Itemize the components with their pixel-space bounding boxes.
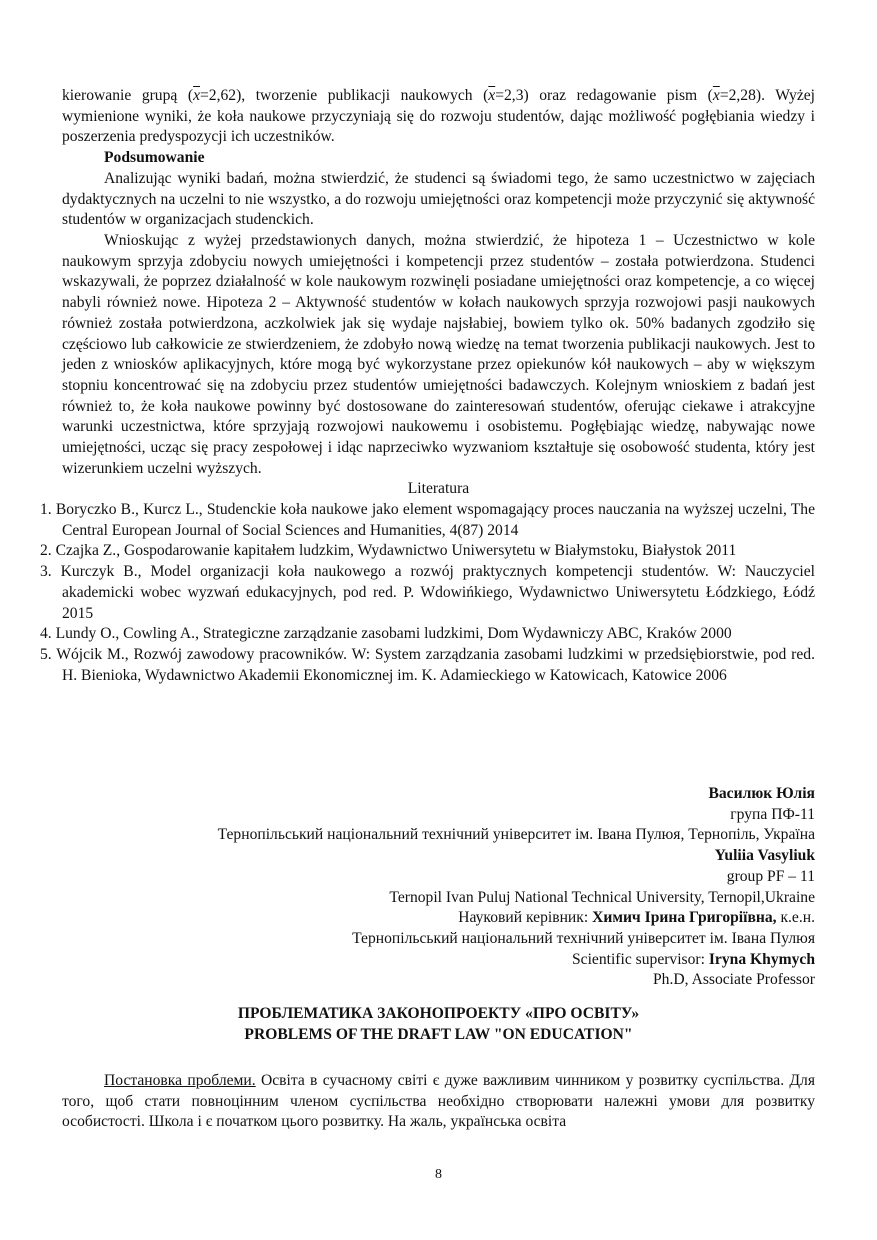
mean-symbol: $\overline{x}$ [488,87,496,104]
author-block [62,784,815,991]
supervisor-university-ua: Тернопільський національний технічний університет ім. Івана Пулюя [352,929,815,947]
paragraph-text: Analizując wyniki badań, można stwierdzić, że studenci są świadomi tego, że samo uczestnictwo w zajęciach dydaktycznych na uczelni to nie wszystko, a do rozwoju umiejętności oraz kompetencji może przyczynić się aktywność studentów w organizacjach studenckich. [62,170,815,229]
supervisor-degree: к.е.н. [776,909,815,927]
summary-heading: Podsumowanie [104,149,205,166]
results-paragraph [62,86,815,148]
paragraph-text: Освіта в сучасному світі є дуже важливим чинником у розвитку суспільства. Для того, щоб стати повноцінним членом суспільства необхідно створювати належні умови для розвитку особистості. Школа і є початком цього розвитку. На жаль, українська освіта [62,1072,815,1131]
text-run: kierowanie grupą ( [62,87,194,104]
author-group-ua: група ПФ-11 [730,805,815,823]
text-run: =2,3) oraz redagowanie pism ( [495,87,713,104]
intro-paragraph [62,1071,815,1133]
reference-item: 3. Kurczyk B., Model organizacji koła naukowego a rozwój praktycznych kompetencji studentów. W: Nauczyciel akademicki wobec wyzwań edukacyjnych, pod red. P. Wdowińkiego, Wydawnictwo Uniwersytetu Łódzkiego, Łódź 2015 [40,563,815,622]
author-university-en: Ternopil Ivan Puluj National Technical University, Ternopil,Ukraine [389,888,815,906]
supervisor-en [62,950,815,971]
problem-statement-label: Постановка проблеми. [104,1072,256,1089]
author-name-en: Yuliia Vasyliuk [714,847,815,865]
literature-heading: Literatura [407,480,470,497]
page-number: 8 [435,1167,442,1182]
title-ua: ПРОБЛЕМАТИКА ЗАКОНОПРОЕКТУ «ПРО ОСВІТУ» [237,1005,640,1022]
mean-symbol: $\overline{x}$ [712,87,720,104]
article-title [62,1004,815,1045]
reference-item: 1. Boryczko B., Kurcz L., Studenckie koła naukowe jako element wspomagający proces nauczania na wyższej uczelni, The Central European Journal of Social Sciences and Humanities, 4(87) 2014 [40,501,815,539]
reference-item: 5. Wójcik M., Rozwój zawodowy pracowników. W: System zarządzania zasobami ludzkimi w przedsiębiorstwie, pod red. H. Bienioka, Wydawnictwo Akademii Ekonomicznej im. K. Adamieckiego w Katowicach, Katowice 2006 [40,645,815,684]
title-en: PROBLEMS OF THE DRAFT LAW "ON EDUCATION" [244,1025,633,1043]
supervisor-label: Scientific supervisor: [572,950,709,968]
summary-paragraph-2 [62,231,815,479]
supervisor-ua [62,908,815,929]
summary-paragraph-1 [62,169,815,231]
reference-item: 2. Czajka Z., Gospodarowanie kapitałem ludzkim, Wydawnictwo Uniwersytetu w Białymstoku, Białystok 2011 [40,542,737,560]
author-name-ua: Василюк Юлія [708,785,815,802]
supervisor-label: Науковий керівник: [458,909,593,927]
author-group-en: group PF – 11 [726,867,815,885]
paragraph-text: Wnioskując z wyżej przedstawionych danych, można stwierdzić, że hipoteza 1 – Uczestnictwo w kole naukowym sprzyja zdobyciu nowych umiejętności i kompetencji przez studentów – została potwierdzona. Studenci wskazywali, że poprzez działalność w kole naukowym rozwinęli posiadane umiejętności oraz kompetencje, a co więcej nabyli również nowe. Hipoteza 2 – Aktywność studentów w kołach naukowych sprzyja rozwojowi pasji naukowych również została potwierdzona, aczkolwiek jak się wydaje najsłabiej, bowiem tylko ok. 50% badanych zgodziło się częściowo lub całkowicie ze stwierdzeniem, że zdobyło nową wiedzę na temat tworzenia publikacji naukowych. Jest to jeden z wniosków aplikacyjnych, które mogą być wykorzystane przez opiekunów kół naukowych – aby w większym stopniu koncentrować się na zdobyciu przez studentów umiejętności badawczych. Kolejnym wnioskiem z badań jest również to, że koła naukowe powinny być dostosowane do zainteresowań studentów, oferując ciekawe i atrakcyjne warunki uczestnictwa, które sprzyjają rozwojowi naukowemu i osobistemu. Pogłębiając wiedzę, nabywając nowe umiejętności, ucząc się pracy zespołowej i idąc naprzeciwko wyzwaniom kształtuje się osobowość studenta, który jest wizerunkiem uczelni wyższych. [62,232,815,477]
supervisor-name: Химич Ірина Григоріївна, [592,909,777,927]
author-university-ua: Тернопільський національний технічний університет ім. Івана Пулюя, Тернопіль, Україна [217,826,815,844]
supervisor-degree-en: Ph.D, Associate Professor [653,971,815,989]
reference-item: 4. Lundy O., Cowling A., Strategiczne zarządzanie zasobami ludzkimi, Dom Wydawniczy ABC, Kraków 2000 [40,625,732,643]
supervisor-name: Iryna Khymych [708,950,815,968]
text-run: =2,62), tworzenie publikacji naukowych ( [200,87,489,104]
mean-symbol: $\overline{x}$ [193,87,200,104]
text-run: =2,28). Wyżej wymienione wyniki, że koła naukowe przyczyniają się do rozwoju studentów, dając możliwość pogłębiania wiedzy i poszerzenia predyspozycji ich uczestników. [62,87,816,146]
reference-list [40,500,815,686]
